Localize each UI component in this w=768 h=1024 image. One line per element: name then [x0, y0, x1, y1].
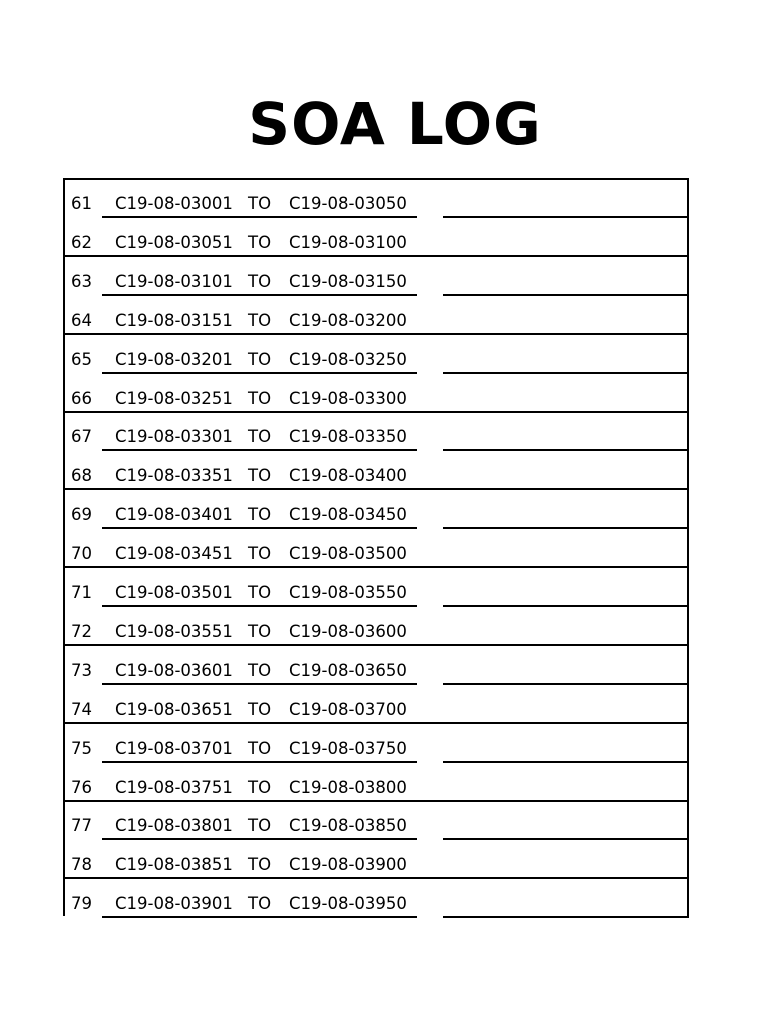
row-number: 73: [71, 660, 92, 680]
log-row: [65, 491, 687, 530]
log-row: [65, 413, 687, 452]
log-row: [65, 841, 687, 880]
range-separator: TO: [248, 271, 272, 291]
log-row: [65, 452, 687, 491]
range-separator: TO: [248, 777, 272, 797]
range-separator: TO: [248, 427, 272, 447]
range-separator: TO: [248, 738, 272, 758]
range-underline: [102, 605, 417, 607]
row-number: 62: [71, 232, 92, 252]
log-table: [63, 178, 689, 916]
row-number: 76: [71, 777, 92, 797]
range-separator: TO: [248, 466, 272, 486]
row-number: 64: [71, 310, 92, 330]
range-separator: TO: [248, 505, 272, 525]
row-number: 78: [71, 855, 92, 875]
row-number: 70: [71, 544, 92, 564]
group-divider: [63, 566, 689, 568]
range-separator: TO: [248, 194, 272, 213]
page-title: SOA LOG: [248, 90, 542, 158]
group-divider: [63, 411, 689, 413]
log-row: [65, 569, 687, 608]
range-start: C19-08-03051: [115, 232, 233, 252]
range-underline: [102, 449, 417, 451]
range-start: C19-08-03751: [115, 777, 233, 797]
range-start: C19-08-03301: [115, 427, 233, 447]
row-number: 74: [71, 699, 92, 719]
range-end: C19-08-03350: [289, 427, 407, 447]
range-separator: TO: [248, 660, 272, 680]
log-row: [65, 764, 687, 803]
range-start: C19-08-03651: [115, 699, 233, 719]
log-row: [65, 802, 687, 841]
note-line: [443, 449, 689, 451]
range-end: C19-08-03100: [289, 232, 407, 252]
range-start: C19-08-03201: [115, 349, 233, 369]
range-underline: [102, 216, 417, 218]
row-number: 67: [71, 427, 92, 447]
log-row: [65, 219, 687, 258]
range-end: C19-08-03450: [289, 505, 407, 525]
note-line: [443, 838, 689, 840]
range-end: C19-08-03700: [289, 699, 407, 719]
log-row: [65, 180, 687, 219]
group-divider: [63, 488, 689, 490]
range-start: C19-08-03701: [115, 738, 233, 758]
range-end: C19-08-03150: [289, 271, 407, 291]
range-end: C19-08-03950: [289, 894, 407, 914]
range-end: C19-08-03250: [289, 349, 407, 369]
range-separator: TO: [248, 544, 272, 564]
note-line: [443, 916, 689, 918]
range-start: C19-08-03901: [115, 894, 233, 914]
range-end: C19-08-03550: [289, 583, 407, 602]
group-divider: [63, 800, 689, 802]
range-underline: [102, 838, 417, 840]
row-number: 65: [71, 349, 92, 369]
log-row: [65, 608, 687, 647]
range-end: C19-08-03400: [289, 466, 407, 486]
log-row: [65, 258, 687, 297]
group-divider: [63, 255, 689, 257]
row-number: 75: [71, 738, 92, 758]
range-end: C19-08-03850: [289, 816, 407, 836]
range-start: C19-08-03801: [115, 816, 233, 836]
range-start: C19-08-03851: [115, 855, 233, 875]
group-divider: [63, 877, 689, 879]
range-separator: TO: [248, 816, 272, 836]
row-number: 66: [71, 388, 92, 408]
range-separator: TO: [248, 699, 272, 719]
range-end: C19-08-03200: [289, 310, 407, 330]
range-end: C19-08-03300: [289, 388, 407, 408]
log-row: [65, 725, 687, 764]
range-start: C19-08-03551: [115, 621, 233, 641]
range-start: C19-08-03451: [115, 544, 233, 564]
range-underline: [102, 527, 417, 529]
range-separator: TO: [248, 894, 272, 914]
range-underline: [102, 372, 417, 374]
range-end: C19-08-03500: [289, 544, 407, 564]
range-underline: [102, 683, 417, 685]
range-separator: TO: [248, 583, 272, 602]
range-end: C19-08-03600: [289, 621, 407, 641]
log-row: [65, 336, 687, 375]
range-end: C19-08-03050: [289, 194, 407, 213]
range-end: C19-08-03900: [289, 855, 407, 875]
range-end: C19-08-03650: [289, 660, 407, 680]
row-number: 79: [71, 894, 92, 914]
range-separator: TO: [248, 232, 272, 252]
row-number: 63: [71, 271, 92, 291]
range-start: C19-08-03501: [115, 583, 233, 602]
group-divider: [63, 644, 689, 646]
log-row: [65, 530, 687, 569]
note-line: [443, 761, 689, 763]
range-start: C19-08-03251: [115, 388, 233, 408]
note-line: [443, 683, 689, 685]
range-separator: TO: [248, 349, 272, 369]
note-line: [443, 605, 689, 607]
range-end: C19-08-03800: [289, 777, 407, 797]
range-start: C19-08-03001: [115, 194, 233, 213]
range-underline: [102, 916, 417, 918]
row-number: 72: [71, 621, 92, 641]
range-separator: TO: [248, 310, 272, 330]
range-separator: TO: [248, 855, 272, 875]
range-underline: [102, 761, 417, 763]
row-number: 68: [71, 466, 92, 486]
range-start: C19-08-03351: [115, 466, 233, 486]
note-line: [443, 372, 689, 374]
range-separator: TO: [248, 388, 272, 408]
range-end: C19-08-03750: [289, 738, 407, 758]
log-row: [65, 297, 687, 336]
group-divider: [63, 722, 689, 724]
range-start: C19-08-03101: [115, 271, 233, 291]
row-number: 77: [71, 816, 92, 836]
row-number: 71: [71, 583, 92, 602]
log-row: [65, 647, 687, 686]
range-start: C19-08-03601: [115, 660, 233, 680]
row-number: 69: [71, 505, 92, 525]
log-row: [65, 686, 687, 725]
range-start: C19-08-03151: [115, 310, 233, 330]
range-separator: TO: [248, 621, 272, 641]
range-underline: [102, 294, 417, 296]
range-start: C19-08-03401: [115, 505, 233, 525]
note-line: [443, 216, 689, 218]
note-line: [443, 294, 689, 296]
log-row: [65, 880, 687, 919]
group-divider: [63, 333, 689, 335]
log-row: [65, 375, 687, 414]
note-line: [443, 527, 689, 529]
row-number: 61: [71, 194, 92, 213]
